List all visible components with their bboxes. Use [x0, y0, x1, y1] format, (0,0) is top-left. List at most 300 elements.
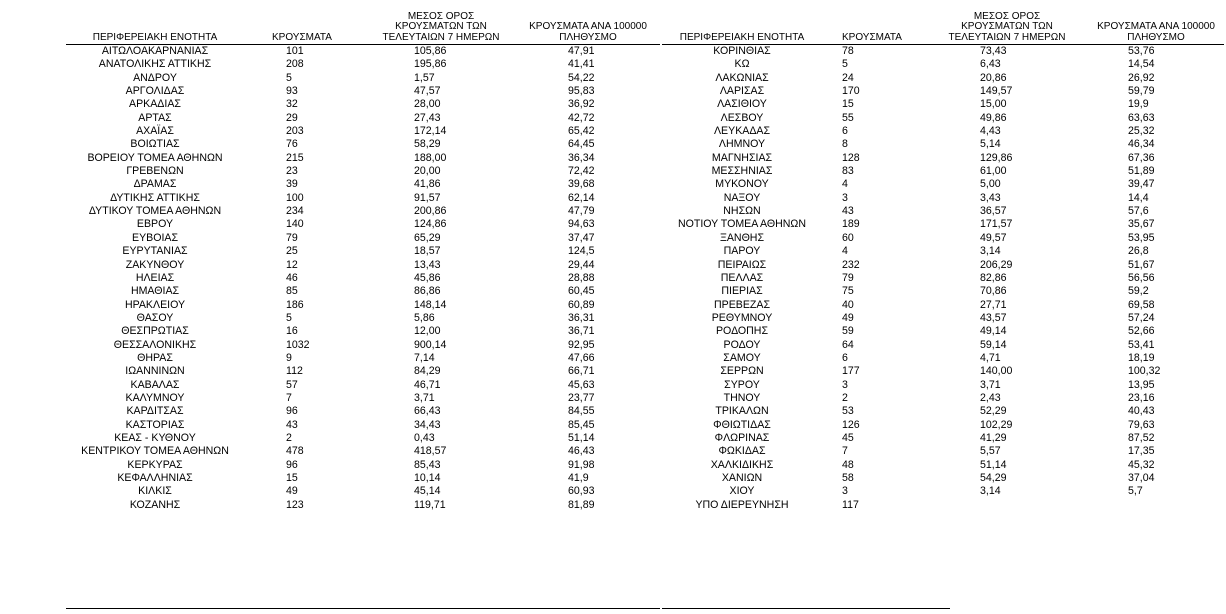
- region-name: ΠΡΕΒΕΖΑΣ: [714, 298, 770, 311]
- cases-per-100k-value: 39,68: [568, 178, 595, 191]
- cases-per-100k-value: 81,89: [568, 498, 595, 511]
- avg-7-days-value: 18,57: [414, 245, 441, 258]
- avg-7-days-value: 27,43: [414, 111, 441, 124]
- region-name: ΧΙΟΥ: [729, 485, 755, 498]
- region-name: ΒΟΙΩΤΙΑΣ: [130, 138, 180, 151]
- region-name: ΚΕΝΤΡΙΚΟΥ ΤΟΜΕΑ ΑΘΗΝΩΝ: [81, 445, 229, 458]
- cases-per-100k-value: 56,56: [1128, 271, 1155, 284]
- cases-value: 43: [286, 418, 298, 431]
- table-row: [662, 472, 1224, 485]
- region-name: ΣΕΡΡΩΝ: [720, 365, 764, 378]
- region-name: ΛΑΚΩΝΙΑΣ: [715, 71, 769, 84]
- avg-7-days-value: 27,71: [980, 298, 1007, 311]
- cases-per-100k-value: 25,32: [1128, 125, 1155, 138]
- avg-7-days-value: 61,00: [980, 165, 1007, 178]
- avg-7-days-value: 900,14: [414, 338, 447, 351]
- table-row: [66, 325, 660, 338]
- cases-value: 203: [286, 125, 304, 138]
- cases-value: 85: [286, 285, 298, 298]
- avg-7-days-value: 5,57: [980, 445, 1001, 458]
- region-name: ΣΥΡΟΥ: [724, 378, 760, 391]
- table-row: [662, 365, 1224, 378]
- cases-value: 96: [286, 458, 298, 471]
- cases-value: 170: [842, 85, 860, 98]
- table-row: [66, 45, 660, 58]
- table-row: [662, 112, 1224, 125]
- table-row: [662, 339, 1224, 352]
- cases-value: 7: [842, 445, 848, 458]
- avg-7-days-value: 36,57: [980, 205, 1007, 218]
- cases-value: 128: [842, 151, 860, 164]
- cases-value: 15: [286, 472, 298, 484]
- avg-7-days-value: 200,86: [414, 205, 447, 218]
- region-name: ΕΥΡΥΤΑΝΙΑΣ: [122, 245, 188, 258]
- cases-per-100k-value: 40,43: [1128, 405, 1155, 418]
- cases-per-100k-value: 26,92: [1128, 71, 1155, 84]
- region-name: ΔΥΤΙΚΟΥ ΤΟΜΕΑ ΑΘΗΝΩΝ: [88, 205, 222, 218]
- cases-per-100k-value: 37,47: [568, 231, 595, 244]
- cases-per-100k-value: 45,32: [1128, 458, 1155, 471]
- avg-7-days-value: 5,86: [414, 311, 435, 324]
- avg-7-days-value: 65,29: [414, 231, 441, 244]
- region-name: ΑΝΑΤΟΛΙΚΗΣ ΑΤΤΙΚΗΣ: [98, 58, 212, 71]
- cases-value: 126: [842, 418, 860, 431]
- avg-7-days-value: 12,00: [414, 325, 441, 338]
- header-region: ΠΕΡΙΦΕΡΕΙΑΚΗ ΕΝΟΤΗΤΑ: [679, 31, 805, 43]
- avg-7-days-value: 10,14: [414, 472, 441, 484]
- cases-per-100k-value: 41,9: [568, 472, 589, 484]
- table-row: [66, 98, 660, 111]
- cases-value: 83: [842, 165, 854, 178]
- cases-per-100k-value: 14,4: [1128, 191, 1149, 204]
- cases-per-100k-value: 41,41: [568, 58, 595, 71]
- table-row: [66, 299, 660, 312]
- cases-value: 478: [286, 445, 304, 458]
- header-cases-per-100k: ΚΡΟΥΣΜΑΤΑ ΑΝΑ 100000 ΠΛΗΘΥΣΜΟ: [1097, 21, 1215, 43]
- table-row: [662, 85, 1224, 98]
- right-table: [662, 0, 1224, 512]
- cases-per-100k-value: 62,14: [568, 191, 595, 204]
- region-name: ΘΗΡΑΣ: [137, 351, 173, 364]
- cases-value: 43: [842, 205, 854, 218]
- table-row: [662, 459, 1224, 472]
- region-name: ΜΥΚΟΝΟΥ: [715, 178, 769, 191]
- cases-value: 49: [842, 311, 854, 324]
- cases-value: 32: [286, 98, 298, 111]
- cases-per-100k-value: 39,47: [1128, 178, 1155, 191]
- table-row: [66, 178, 660, 191]
- table-row: [66, 352, 660, 365]
- avg-7-days-value: 45,86: [414, 271, 441, 284]
- cases-per-100k-value: 46,43: [568, 445, 595, 458]
- cases-value: 57: [286, 378, 298, 391]
- cases-per-100k-value: 60,93: [568, 485, 595, 498]
- cases-per-100k-value: 52,66: [1128, 325, 1155, 338]
- avg-7-days-value: 91,57: [414, 191, 441, 204]
- avg-7-days-value: 58,29: [414, 138, 441, 151]
- avg-7-days-value: 82,86: [980, 271, 1007, 284]
- cases-per-100k-value: 29,44: [568, 258, 595, 271]
- cases-value: 76: [286, 138, 298, 151]
- cases-per-100k-value: 51,89: [1128, 165, 1155, 178]
- cases-per-100k-value: 36,34: [568, 151, 595, 164]
- region-name: ΜΕΣΣΗΝΙΑΣ: [711, 165, 773, 178]
- cases-value: 6: [842, 125, 848, 138]
- region-name: ΙΩΑΝΝΙΝΩΝ: [125, 365, 185, 378]
- cases-value: 64: [842, 338, 854, 351]
- cases-per-100k-value: 57,6: [1128, 205, 1149, 218]
- table-row: [662, 499, 1224, 512]
- table-row: [662, 352, 1224, 365]
- avg-7-days-value: 20,00: [414, 165, 441, 178]
- avg-7-days-value: 66,43: [414, 405, 441, 418]
- cases-value: 117: [842, 498, 859, 511]
- left-table: [66, 0, 660, 512]
- avg-7-days-value: 15,00: [980, 98, 1007, 111]
- table-row: [66, 72, 660, 85]
- avg-7-days-value: 84,29: [414, 365, 441, 378]
- cases-per-100k-value: 46,34: [1128, 138, 1155, 151]
- region-name: ΑΝΔΡΟΥ: [133, 71, 177, 84]
- region-name: ΒΟΡΕΙΟΥ ΤΟΜΕΑ ΑΘΗΝΩΝ: [87, 151, 223, 164]
- cases-value: 78: [842, 45, 854, 57]
- table-row: [662, 45, 1224, 58]
- avg-7-days-value: 102,29: [980, 418, 1013, 431]
- cases-per-100k-value: 92,95: [568, 338, 595, 351]
- cases-per-100k-value: 72,42: [568, 165, 595, 178]
- region-name: ΝΗΣΩΝ: [723, 205, 761, 218]
- cases-value: 24: [842, 71, 854, 84]
- avg-7-days-value: 1,57: [414, 71, 435, 84]
- cases-per-100k-value: 59,2: [1128, 285, 1149, 298]
- table-row: [662, 98, 1224, 111]
- cases-per-100k-value: 23,16: [1128, 391, 1155, 404]
- cases-value: 3: [842, 191, 848, 204]
- avg-7-days-value: 4,43: [980, 125, 1001, 138]
- cases-per-100k-value: 37,04: [1128, 472, 1155, 484]
- cases-value: 7: [286, 391, 292, 404]
- cases-value: 6: [842, 351, 848, 364]
- region-name: ΚΟΡΙΝΘΙΑΣ: [713, 45, 771, 57]
- right-table-header: [662, 0, 1224, 45]
- region-name: ΑΧΑΪΑΣ: [136, 125, 174, 138]
- avg-7-days-value: 7,14: [414, 351, 435, 364]
- region-name: ΦΩΚΙΔΑΣ: [718, 445, 766, 458]
- table-row: [66, 445, 660, 458]
- region-name: ΡΟΔΟΠΗΣ: [715, 325, 769, 338]
- table-row: [66, 125, 660, 138]
- cases-per-100k-value: 57,24: [1128, 311, 1155, 324]
- avg-7-days-value: 5,14: [980, 138, 1001, 151]
- table-row: [662, 165, 1224, 178]
- cases-per-100k-value: 42,72: [568, 111, 595, 124]
- table-row: [662, 432, 1224, 445]
- left-bottom-rule: [66, 608, 660, 609]
- avg-7-days-value: 85,43: [414, 458, 441, 471]
- cases-per-100k-value: 13,95: [1128, 378, 1155, 391]
- cases-value: 93: [286, 85, 298, 98]
- region-name: ΑΙΤΩΛΟΑΚΑΡΝΑΝΙΑΣ: [101, 45, 209, 57]
- region-name: ΥΠΟ ΔΙΕΡΕΥΝΗΣΗ: [695, 498, 789, 511]
- avg-7-days-value: 41,86: [414, 178, 441, 191]
- avg-7-days-value: 20,86: [980, 71, 1007, 84]
- cases-value: 79: [286, 231, 298, 244]
- cases-value: 79: [842, 271, 854, 284]
- avg-7-days-value: 148,14: [414, 298, 447, 311]
- cases-value: 5: [286, 71, 292, 84]
- cases-per-100k-value: 63,63: [1128, 111, 1155, 124]
- table-row: [66, 365, 660, 378]
- table-row: [662, 218, 1224, 231]
- table-row: [662, 152, 1224, 165]
- cases-value: 5: [286, 311, 292, 324]
- avg-7-days-value: 418,57: [414, 445, 447, 458]
- region-name: ΕΒΡΟΥ: [136, 218, 174, 231]
- cases-value: 123: [286, 498, 304, 511]
- avg-7-days-value: 3,43: [980, 191, 1001, 204]
- avg-7-days-value: 3,14: [980, 485, 1001, 498]
- cases-per-100k-value: 53,76: [1128, 45, 1155, 57]
- avg-7-days-value: 45,14: [414, 485, 441, 498]
- avg-7-days-value: 195,86: [414, 58, 447, 71]
- table-row: [66, 459, 660, 472]
- avg-7-days-value: 124,86: [414, 218, 447, 231]
- region-name: ΗΡΑΚΛΕΙΟΥ: [124, 298, 186, 311]
- cases-per-100k-value: 17,35: [1128, 445, 1155, 458]
- header-cases: ΚΡΟΥΣΜΑΤΑ: [842, 31, 902, 43]
- cases-per-100k-value: 91,98: [568, 458, 595, 471]
- region-name: ΕΥΒΟΙΑΣ: [132, 231, 178, 244]
- avg-7-days-value: 49,86: [980, 111, 1007, 124]
- region-name: ΜΑΓΝΗΣΙΑΣ: [711, 151, 773, 164]
- cases-per-100k-value: 23,77: [568, 391, 595, 404]
- region-name: ΧΑΛΚΙΔΙΚΗΣ: [710, 458, 774, 471]
- table-row: [66, 485, 660, 498]
- cases-per-100k-value: 47,66: [568, 351, 595, 364]
- region-name: ΑΡΓΟΛΙΔΑΣ: [125, 85, 185, 98]
- cases-value: 177: [842, 365, 860, 378]
- cases-per-100k-value: 94,63: [568, 218, 595, 231]
- table-row: [662, 445, 1224, 458]
- avg-7-days-value: 70,86: [980, 285, 1007, 298]
- avg-7-days-value: 28,00: [414, 98, 441, 111]
- region-name: ΛΑΡΙΣΑΣ: [719, 85, 765, 98]
- region-name: ΡΕΘΥΜΝΟΥ: [711, 311, 773, 324]
- table-row: [66, 432, 660, 445]
- region-name: ΠΕΛΛΑΣ: [720, 271, 764, 284]
- avg-7-days-value: 119,71: [414, 498, 446, 511]
- table-row: [662, 325, 1224, 338]
- cases-value: 55: [842, 111, 854, 124]
- cases-per-100k-value: 124,5: [568, 245, 595, 258]
- region-name: ΚΑΣΤΟΡΙΑΣ: [125, 418, 185, 431]
- cases-per-100k-value: 26,8: [1128, 245, 1149, 258]
- cases-per-100k-value: 69,58: [1128, 298, 1155, 311]
- table-row: [66, 285, 660, 298]
- region-name: ΖΑΚΥΝΘΟΥ: [125, 258, 185, 271]
- left-table-header: [66, 0, 660, 45]
- left-table-body: [66, 45, 660, 512]
- table-row: [66, 259, 660, 272]
- header-cases: ΚΡΟΥΣΜΑΤΑ: [272, 31, 332, 43]
- table-row: [66, 152, 660, 165]
- header-region: ΠΕΡΙΦΕΡΕΙΑΚΗ ΕΝΟΤΗΤΑ: [92, 31, 218, 43]
- cases-value: 8: [842, 138, 848, 151]
- cases-value: 5: [842, 58, 848, 71]
- avg-7-days-value: 4,71: [980, 351, 1001, 364]
- table-row: [662, 72, 1224, 85]
- avg-7-days-value: 54,29: [980, 472, 1007, 484]
- cases-value: 100: [286, 191, 304, 204]
- table-row: [662, 379, 1224, 392]
- cases-per-100k-value: 85,45: [568, 418, 595, 431]
- cases-value: 234: [286, 205, 304, 218]
- table-row: [66, 419, 660, 432]
- region-name: ΔΡΑΜΑΣ: [133, 178, 177, 191]
- cases-per-100k-value: 60,89: [568, 298, 595, 311]
- table-row: [66, 165, 660, 178]
- region-name: ΦΘΙΩΤΙΔΑΣ: [713, 418, 771, 431]
- cases-per-100k-value: 53,95: [1128, 231, 1155, 244]
- avg-7-days-value: 3,14: [980, 245, 1001, 258]
- region-name: ΘΕΣΠΡΩΤΙΑΣ: [121, 325, 189, 338]
- table-row: [662, 232, 1224, 245]
- region-name: ΣΑΜΟΥ: [723, 351, 761, 364]
- cases-per-100k-value: 54,22: [568, 71, 595, 84]
- cases-per-100k-value: 87,52: [1128, 431, 1155, 444]
- table-row: [662, 485, 1224, 498]
- cases-value: 12: [286, 258, 298, 271]
- cases-value: 75: [842, 285, 854, 298]
- region-name: ΚΩ: [734, 58, 750, 71]
- cases-value: 48: [842, 458, 854, 471]
- table-row: [66, 138, 660, 151]
- cases-per-100k-value: 53,41: [1128, 338, 1155, 351]
- avg-7-days-value: 49,57: [980, 231, 1007, 244]
- table-row: [662, 205, 1224, 218]
- cases-value: 4: [842, 245, 848, 258]
- table-row: [66, 379, 660, 392]
- region-name: ΤΡΙΚΑΛΩΝ: [715, 405, 769, 418]
- avg-7-days-value: 47,57: [414, 85, 441, 98]
- region-name: ΝΟΤΙΟΥ ΤΟΜΕΑ ΑΘΗΝΩΝ: [677, 218, 807, 231]
- cases-per-100k-value: 65,42: [568, 125, 595, 138]
- avg-7-days-value: 149,57: [980, 85, 1013, 98]
- avg-7-days-value: 105,86: [414, 45, 447, 57]
- header-avg-7-days: ΜΕΣΟΣ ΟΡΟΣ ΚΡΟΥΣΜΑΤΩΝ ΤΩΝ ΤΕΛΕΥΤΑΙΩΝ 7 ΗΜΕΡΩΝ: [382, 10, 500, 43]
- cases-value: 40: [842, 298, 854, 311]
- cases-per-100k-value: 59,79: [1128, 85, 1155, 98]
- region-name: ΚΑΡΔΙΤΣΑΣ: [126, 405, 184, 418]
- region-name: ΛΕΥΚΑΔΑΣ: [713, 125, 771, 138]
- cases-per-100k-value: 79,63: [1128, 418, 1155, 431]
- avg-7-days-value: 46,71: [414, 378, 441, 391]
- cases-per-100k-value: 47,91: [568, 45, 595, 57]
- cases-per-100k-value: 100,32: [1128, 365, 1161, 378]
- table-row: [66, 232, 660, 245]
- cases-value: 2: [286, 431, 292, 444]
- cases-value: 29: [286, 111, 298, 124]
- header-cases-per-100k: ΚΡΟΥΣΜΑΤΑ ΑΝΑ 100000 ΠΛΗΘΥΣΜΟ: [529, 21, 647, 43]
- region-name: ΚΙΛΚΙΣ: [138, 485, 172, 498]
- table-row: [662, 192, 1224, 205]
- avg-7-days-value: 3,71: [980, 378, 1001, 391]
- cases-value: 58: [842, 472, 854, 484]
- avg-7-days-value: 206,29: [980, 258, 1013, 271]
- cases-per-100k-value: 47,79: [568, 205, 595, 218]
- region-name: ΞΑΝΘΗΣ: [719, 231, 765, 244]
- table-row: [662, 419, 1224, 432]
- avg-7-days-value: 41,29: [980, 431, 1007, 444]
- avg-7-days-value: 6,43: [980, 58, 1001, 71]
- avg-7-days-value: 5,00: [980, 178, 1001, 191]
- cases-value: 53: [842, 405, 854, 418]
- region-name: ΔΥΤΙΚΗΣ ΑΤΤΙΚΗΣ: [110, 191, 200, 204]
- region-name: ΚΟΖΑΝΗΣ: [129, 498, 181, 511]
- cases-value: 189: [842, 218, 860, 231]
- table-row: [66, 392, 660, 405]
- table-row: [662, 178, 1224, 191]
- cases-per-100k-value: 5,7: [1128, 485, 1143, 498]
- avg-7-days-value: 51,14: [980, 458, 1007, 471]
- avg-7-days-value: 49,14: [980, 325, 1007, 338]
- cases-value: 4: [842, 178, 848, 191]
- cases-per-100k-value: 51,67: [1128, 258, 1155, 271]
- region-name: ΠΑΡΟΥ: [723, 245, 761, 258]
- avg-7-days-value: 73,43: [980, 45, 1007, 57]
- region-name: ΑΡΤΑΣ: [138, 111, 172, 124]
- cases-per-100k-value: 84,55: [568, 405, 595, 418]
- cases-per-100k-value: 28,88: [568, 271, 595, 284]
- avg-7-days-value: 86,86: [414, 285, 441, 298]
- avg-7-days-value: 52,29: [980, 405, 1007, 418]
- cases-value: 45: [842, 431, 854, 444]
- header-avg-7-days: ΜΕΣΟΣ ΟΡΟΣ ΚΡΟΥΣΜΑΤΩΝ ΤΩΝ ΤΕΛΕΥΤΑΙΩΝ 7 ΗΜΕΡΩΝ: [948, 10, 1066, 43]
- avg-7-days-value: 171,57: [980, 218, 1013, 231]
- cases-value: 2: [842, 391, 848, 404]
- cases-value: 140: [286, 218, 304, 231]
- region-name: ΛΕΣΒΟΥ: [720, 111, 764, 124]
- cases-per-100k-value: 64,45: [568, 138, 595, 151]
- cases-value: 15: [842, 98, 854, 111]
- cases-per-100k-value: 14,54: [1128, 58, 1155, 71]
- avg-7-days-value: 129,86: [980, 151, 1013, 164]
- cases-value: 3: [842, 378, 848, 391]
- cases-value: 1032: [286, 338, 310, 351]
- region-name: ΑΡΚΑΔΙΑΣ: [129, 98, 181, 111]
- region-name: ΘΕΣΣΑΛΟΝΙΚΗΣ: [113, 338, 197, 351]
- cases-value: 215: [286, 151, 304, 164]
- table-row: [662, 58, 1224, 71]
- cases-value: 25: [286, 245, 298, 258]
- cases-per-100k-value: 36,92: [568, 98, 595, 111]
- table-row: [66, 245, 660, 258]
- table-row: [66, 218, 660, 231]
- region-name: ΠΕΙΡΑΙΩΣ: [717, 258, 767, 271]
- table-row: [662, 285, 1224, 298]
- table-row: [662, 272, 1224, 285]
- region-name: ΚΕΑΣ - ΚΥΘΝΟΥ: [114, 431, 196, 444]
- region-name: ΠΙΕΡΙΑΣ: [721, 285, 763, 298]
- avg-7-days-value: 0,43: [414, 431, 435, 444]
- cases-per-100k-value: 18,19: [1128, 351, 1155, 364]
- cases-per-100k-value: 45,63: [568, 378, 595, 391]
- cases-value: 101: [286, 45, 304, 57]
- table-row: [662, 392, 1224, 405]
- region-name: ΗΛΕΙΑΣ: [135, 271, 175, 284]
- cases-value: 16: [286, 325, 298, 338]
- cases-per-100k-value: 95,83: [568, 85, 595, 98]
